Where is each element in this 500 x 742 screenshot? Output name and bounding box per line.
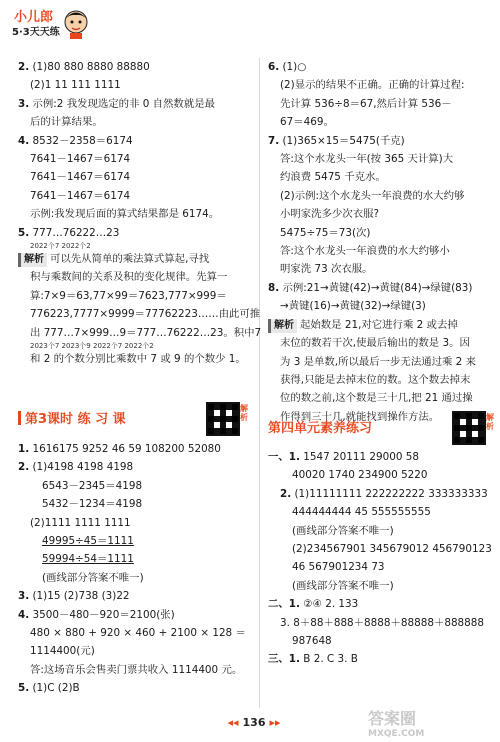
answer-line [268,577,492,595]
right-column-lower [268,448,492,669]
question-number: 5. [18,226,30,239]
answer-text: 3. 8＋88＋888＋8888＋88888＋888888 [280,616,484,629]
answer-text: 1114400(元) [30,645,95,658]
answer-text: 算:7×9＝63,77×99＝7623,777×999＝ [30,289,227,302]
answer-line [268,95,492,113]
jiexi-label[interactable]: 解析 [486,413,494,431]
answer-line [18,624,254,642]
answer-line [268,334,492,352]
answer-line [268,260,492,278]
answer-line [268,297,492,315]
answer-line [18,113,254,131]
question-number: 4. [18,608,30,621]
watermark [368,706,494,739]
answer-text: 末位的数若干次,使最后输出的数是 3。因 [280,337,470,350]
answer-text: 约浪费 5475 千克水。 [280,171,386,184]
answer-line [268,371,492,389]
lesson-title: 第3课时 练 习 课 [25,412,126,427]
answer-line [268,168,492,186]
answer-line [18,324,262,342]
left-column [18,58,262,369]
answer-text: 作得到三十几,就能找到操作方法。 [280,410,440,423]
answer-text: (2)1111 1111 1111 [30,516,131,529]
answer-text: (1)C (2)B [32,682,80,695]
answer-line [18,132,254,150]
question-number: 2. [18,461,30,474]
question-number: 5. [18,682,30,695]
answer-text: (1)80 880 8880 88880 [32,61,150,73]
answer-text: 40020 1740 234900 5220 [292,469,428,482]
answer-text: 答:这场音乐会售卖门票共收入 1114400 元。 [30,663,243,676]
answer-line [268,242,492,260]
answer-text: 示例:2 我发现选定的非 0 自然数就是最 [32,97,215,110]
answer-line [268,632,492,650]
answer-text: ②④ 2. 133 [303,598,359,611]
answer-text: (画线部分答案不唯一) [42,571,144,584]
answer-text: 1547 20111 29000 58 [303,451,419,463]
answer-line [18,287,254,305]
digit-count-note: 2022个7 2022个2 [30,242,91,251]
answer-text: 后的计算结果。 [30,116,103,129]
answer-text: (2)示例:这个水龙头一年浪费的水大约够 [280,189,465,202]
answer-text: (2)234567901 345679012 456790123 [292,543,492,556]
answer-text: (1)15 (2)738 (3)22 [32,590,130,603]
analysis-tag: 解析 [18,253,47,267]
answer-line [268,522,492,540]
answer-text: 为 3 是单数,所以最后一步无法通过乘 2 来 [280,355,476,368]
answer-text: 示例:21→黄键(42)→黄键(84)→绿键(83) [282,281,473,294]
prev-page-icon[interactable]: ◂◂ [227,716,239,729]
answer-text: 起始数是 21,对它进行乘 2 或去掉 [300,318,458,331]
question-number: 8. [268,281,280,294]
answer-text: (画线部分答案不唯一) [292,524,394,537]
answer-text: 444444444 45 555555555 [292,506,431,519]
answer-text: (画线部分答案不唯一) [292,579,394,592]
answer-line [18,58,254,76]
answer-text: 积与乘数间的关系及积的变化规律。先算一 [30,271,228,284]
answer-line [18,606,254,624]
jiexi-label[interactable]: 解析 [240,404,248,422]
answer-text: 获得,只能是去掉末位的数。这个数去掉末 [280,373,471,386]
question-number: 2. [18,61,30,73]
answer-line [18,268,254,286]
answer-line [268,558,492,576]
question-number: 4. [18,134,30,147]
unit-heading [268,417,372,441]
question-number: 3. [18,97,30,110]
answer-line [18,679,254,697]
answer-line [18,76,254,94]
page-number: 136 [242,716,266,729]
question-number: 2. [280,487,292,500]
answer-text: 49995÷45＝1111 [42,535,134,548]
answer-line [18,224,254,242]
answer-line [18,187,254,205]
answer-text: 和 2 的个数分别比乘数中 7 或 9 的个数少 1。 [30,353,246,366]
answer-text: 46 567901234 73 [292,561,385,574]
answer-text: 777…76222…23 [32,226,120,239]
answer-line [268,503,492,521]
answer-text: 7641－1467＝6174 [30,189,131,202]
answer-line [268,58,492,76]
answer-text: 答:这个水龙头一年浪费的水大约够小 [280,245,450,258]
answer-line [18,569,254,587]
answer-line [18,532,254,550]
answer-text: 3500－480－920＝2100(张) [32,608,175,621]
answer-line [268,205,492,223]
answer-line [18,150,254,168]
answer-line [18,95,254,113]
question-number: 6. [268,61,280,73]
answer-line [18,205,254,223]
answer-line [18,495,254,513]
answer-text: →黄键(16)→黄键(32)→绿键(3) [280,300,426,313]
digit-count-note: 2023个7 2023个9 2022个7 2022个2 [30,342,154,351]
answer-line [18,168,254,186]
answer-line [18,550,254,568]
lesson-heading [18,408,126,432]
answer-line [268,595,492,613]
watermark-main: 答案圈 [368,709,417,728]
answer-text: (1)○ [282,61,307,73]
answer-text: 5475÷75＝73(次) [280,226,371,239]
answer-line [18,514,254,532]
question-number: 二、1. [268,598,300,611]
brand-subtitle: 5·3天天练 [12,27,60,38]
answer-line [268,132,492,150]
watermark-sub: MXQE.COM [368,729,425,739]
answer-line [268,448,492,466]
answer-text: 7641－1467＝6174 [30,153,131,166]
analysis-tag: 解析 [268,319,297,333]
mascot-icon [62,8,90,40]
question-number: 7. [268,134,280,147]
answer-text: 先计算 536÷8＝67,然后计算 536－ [280,97,452,110]
answer-text: (1)4198 4198 4198 [32,461,134,474]
answer-text: 位的数之前,这个数是三十几,把 21 通过操 [280,392,473,405]
answer-line [268,150,492,168]
answer-line [18,587,254,605]
qr-code-icon[interactable] [206,402,240,436]
answer-line [268,353,492,371]
answer-line [18,477,254,495]
answer-line [268,650,492,668]
answer-line [268,279,492,297]
answer-line [18,350,254,368]
left-column-lower [18,440,254,698]
question-number: 三、1. [268,653,300,666]
answer-line [18,458,254,476]
answer-line [268,389,492,407]
answer-text: 480 × 880 + 920 × 460 + 2100 × 128 ＝ [30,627,246,640]
answer-text: 明家洗 73 次衣服。 [280,263,373,276]
unit-title: 第四单元素养练习 [268,421,373,436]
answer-text: (1)11111111 222222222 333333333 [294,487,488,500]
answer-text: 67＝469。 [280,116,334,129]
answer-line [268,466,492,484]
question-number: 1. [18,443,30,455]
answer-text: 5432－1234＝4198 [42,498,143,511]
page-number-bar [214,716,294,732]
answer-text: (2)1 11 111 1111 [30,79,121,92]
answer-line [268,113,492,131]
question-number: 一、1. [268,451,300,463]
answer-line [268,76,492,94]
answer-line [268,187,492,205]
answer-line [268,614,492,632]
brand-logo [8,6,98,46]
answer-text: 6543－2345＝4198 [42,479,143,492]
answer-text: 答:这个水龙头一年(按 365 天计算)大 [280,153,454,166]
answer-line [268,540,492,558]
question-number: 3. [18,590,30,603]
answer-text: 可以先从简单的乘法算式算起,寻找 [50,253,210,266]
next-page-icon[interactable]: ▸▸ [269,716,281,729]
qr-code-icon[interactable] [452,411,486,445]
brand-title: 小儿郎 [14,10,54,25]
answer-line [268,316,492,334]
answer-text: 1616175 9252 46 59 108200 52080 [32,443,221,455]
answer-line [18,305,261,323]
answer-text: 776223,7777×9999＝77762223……由此可推 [30,308,261,321]
answer-line [18,250,254,268]
answer-line [268,485,492,503]
right-column [268,58,492,426]
answer-line [18,642,254,660]
answer-text: B 2. C 3. B [303,653,358,666]
answer-text: 8532－2358＝6174 [32,134,133,147]
answer-line [268,224,492,242]
answer-line [18,440,254,458]
answer-text: 7641－1467＝6174 [30,171,131,184]
answer-text: 987648 [292,635,332,648]
answer-text: 出 777…7×999…9＝777…76222…23。积中7 [30,326,262,339]
answer-text: 59994÷54＝1111 [42,553,134,566]
answer-text: (1)365×15＝5475(千克) [282,134,405,147]
column-divider [259,58,260,708]
answer-text: 小明家洗多少次衣服? [280,208,380,221]
answer-text: (2)显示的结果不正确。正确的计算过程: [280,79,465,92]
answer-text: 示例:我发现后面的算式结果都是 6174。 [30,208,220,221]
answer-line [18,661,254,679]
